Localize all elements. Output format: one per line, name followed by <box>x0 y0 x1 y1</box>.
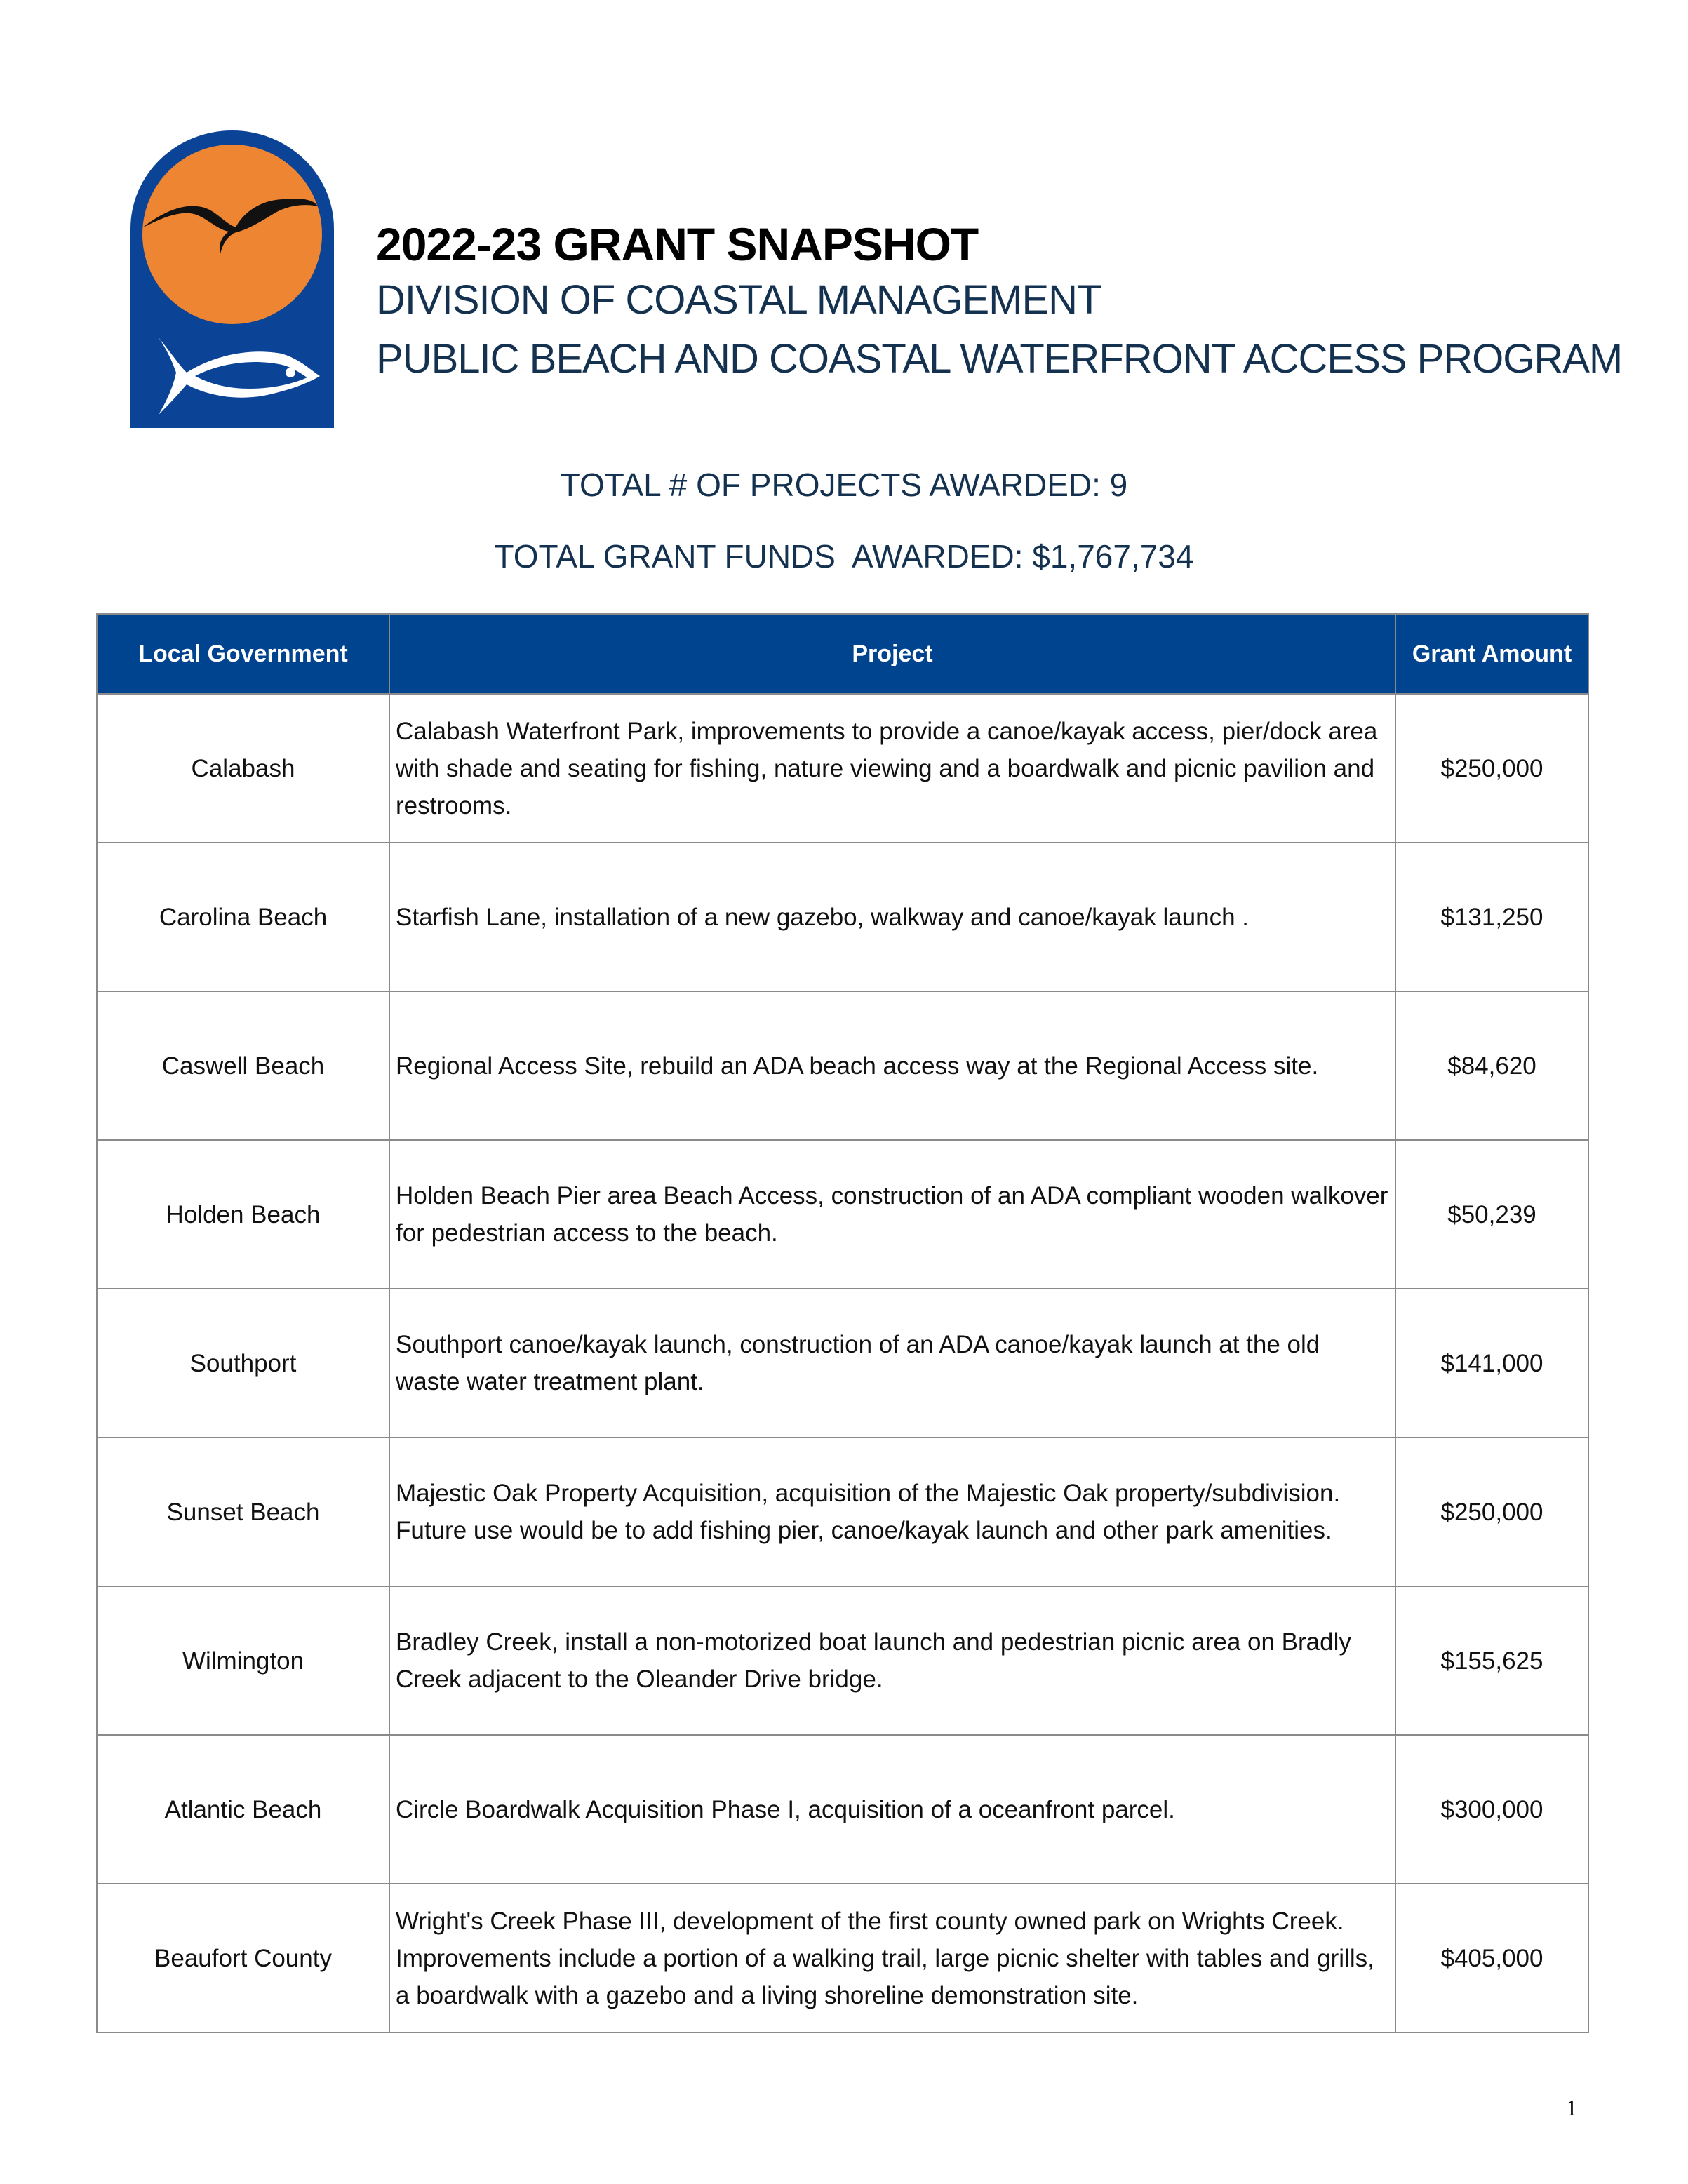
local-government-cell: Sunset Beach <box>97 1438 389 1586</box>
project-cell: Majestic Oak Property Acquisition, acquisition of the Majestic Oak property/subdivision. Future use would be to add fishing pier, canoe/kayak launch and other park amenities. <box>389 1438 1395 1586</box>
grant-amount-cell: $405,000 <box>1395 1884 1588 2032</box>
page-number: 1 <box>1566 2095 1577 2120</box>
table-row <box>97 843 1588 991</box>
local-government-cell: Atlantic Beach <box>97 1735 389 1884</box>
grant-amount-cell: $250,000 <box>1395 694 1588 843</box>
grant-amount-cell: $84,620 <box>1395 991 1588 1140</box>
page-title: 2022-23 GRANT SNAPSHOT <box>376 218 979 270</box>
project-cell: Circle Boardwalk Acquisition Phase I, acquisition of a oceanfront parcel. <box>389 1735 1395 1884</box>
project-cell: Bradley Creek, install a non-motorized boat launch and pedestrian picnic area on Bradly Creek adjacent to the Oleander Drive bridge. <box>389 1586 1395 1735</box>
table-row <box>97 991 1588 1140</box>
project-cell: Regional Access Site, rebuild an ADA beach access way at the Regional Access site. <box>389 991 1395 1140</box>
grant-amount-cell: $50,239 <box>1395 1140 1588 1289</box>
grants-table <box>96 613 1589 2033</box>
table-row <box>97 694 1588 843</box>
column-header-project: Project <box>389 614 1395 694</box>
program-name: PUBLIC BEACH AND COASTAL WATERFRONT ACCESS PROGRAM <box>376 336 1623 382</box>
local-government-cell: Holden Beach <box>97 1140 389 1289</box>
grant-amount-cell: $131,250 <box>1395 843 1588 991</box>
local-government-cell: Carolina Beach <box>97 843 389 991</box>
column-header-local-government: Local Government <box>97 614 389 694</box>
table-row <box>97 1140 1588 1289</box>
project-cell: Holden Beach Pier area Beach Access, construction of an ADA compliant wooden walkover for pedestrian access to the beach. <box>389 1140 1395 1289</box>
division-name: DIVISION OF COASTAL MANAGEMENT <box>376 277 1101 323</box>
total-projects: TOTAL # OF PROJECTS AWARDED: 9 <box>560 467 1128 503</box>
local-government-cell: Southport <box>97 1289 389 1438</box>
project-cell: Calabash Waterfront Park, improvements to provide a canoe/kayak access, pier/dock area with shade and seating for fishing, nature viewing and a boardwalk and picnic pavilion and restrooms. <box>389 694 1395 843</box>
project-cell: Starfish Lane, installation of a new gazebo, walkway and canoe/kayak launch . <box>389 843 1395 991</box>
grant-amount-cell: $300,000 <box>1395 1735 1588 1884</box>
project-cell: Southport canoe/kayak launch, construction of an ADA canoe/kayak launch at the old waste water treatment plant. <box>389 1289 1395 1438</box>
column-header-grant-amount: Grant Amount <box>1395 614 1588 694</box>
grant-amount-cell: $250,000 <box>1395 1438 1588 1586</box>
local-government-cell: Wilmington <box>97 1586 389 1735</box>
local-government-cell: Caswell Beach <box>97 991 389 1140</box>
table-row <box>97 1586 1588 1735</box>
project-cell: Wright's Creek Phase III, development of the first county owned park on Wrights Creek. Improvements include a portion of a walking trail, large picnic shelter with tables and grills, a boardwalk with a gazebo and a living shoreline demonstration site. <box>389 1884 1395 2032</box>
local-government-cell: Calabash <box>97 694 389 843</box>
table-header-row <box>97 614 1588 694</box>
grant-amount-cell: $155,625 <box>1395 1586 1588 1735</box>
grant-amount-cell: $141,000 <box>1395 1289 1588 1438</box>
total-funds: TOTAL GRANT FUNDS AWARDED: $1,767,734 <box>494 538 1194 575</box>
table-row <box>97 1735 1588 1884</box>
local-government-cell: Beaufort County <box>97 1884 389 2032</box>
table-row <box>97 1438 1588 1586</box>
table-row <box>97 1289 1588 1438</box>
table-row <box>97 1884 1588 2032</box>
coastal-management-logo-icon <box>130 130 334 428</box>
